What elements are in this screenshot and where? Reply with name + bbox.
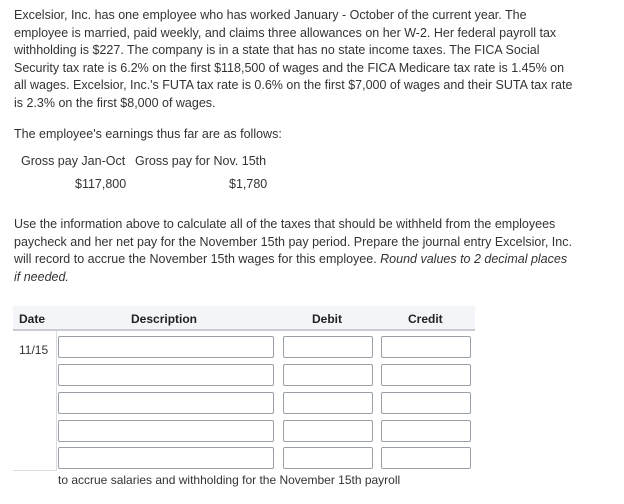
debit-input-2[interactable] <box>283 364 373 386</box>
problem-paragraph-1: Excelsior, Inc. has one employee who has worked January - October of the current year. The employee is married, paid weekly, and claims three allowances on her W-2. Her federal payroll tax withholding is $227. The company is in a state that has no state income taxes. The FICA Social Security tax rate is 6.2% on the first $118,500 of wages and the FICA Medicare tax rate is 1.45% on all wages. Excelsior, Inc.'s FUTA tax rate is 0.6% on the first $7,000 of wages and their SUTA tax rate is 2.3% on the first $8,000 of wages. <box>14 8 573 110</box>
date-column <box>13 331 57 471</box>
entry-date: 11/15 <box>19 343 49 357</box>
earnings-header-nov: Gross pay for Nov. 15th <box>135 154 267 168</box>
earnings-value-jan-oct: $117,800 <box>75 177 127 191</box>
credit-input-2[interactable] <box>381 364 471 386</box>
debit-input-1[interactable] <box>283 336 373 358</box>
problem-paragraph-3 <box>14 216 574 286</box>
earnings-value-nov: $1,780 <box>229 177 268 191</box>
description-input-3[interactable] <box>58 392 274 414</box>
instructions-text: Use the information above to calculate all of the taxes that should be withheld from the employees paycheck and her net pay for the November 15th pay period. Prepare the journal entry Excelsior, Inc. will record to accrue the November 15th wages for this employee. <box>14 217 572 266</box>
credit-input-3[interactable] <box>381 392 471 414</box>
description-input-1[interactable] <box>58 336 274 358</box>
credit-input-5[interactable] <box>381 447 471 469</box>
header-debit: Debit <box>312 312 342 326</box>
earnings-header-jan-oct: Gross pay Jan-Oct <box>21 154 126 168</box>
header-credit: Credit <box>408 312 443 326</box>
journal-entry-table <box>13 306 475 496</box>
debit-input-3[interactable] <box>283 392 373 414</box>
problem-paragraph-2: The employee's earnings thus far are as follows: <box>14 127 282 141</box>
header-date: Date <box>19 312 46 326</box>
description-input-2[interactable] <box>58 364 274 386</box>
description-input-4[interactable] <box>58 420 274 442</box>
description-input-5[interactable] <box>58 447 274 469</box>
debit-input-5[interactable] <box>283 447 373 469</box>
journal-header-row <box>13 306 475 331</box>
credit-input-4[interactable] <box>381 420 471 442</box>
debit-input-4[interactable] <box>283 420 373 442</box>
header-description: Description <box>131 312 198 326</box>
credit-input-1[interactable] <box>381 336 471 358</box>
rounding-note: Round values to 2 decimal places if needed. <box>14 252 568 284</box>
journal-memo: to accrue salaries and withholding for the November 15th payroll <box>58 473 401 487</box>
